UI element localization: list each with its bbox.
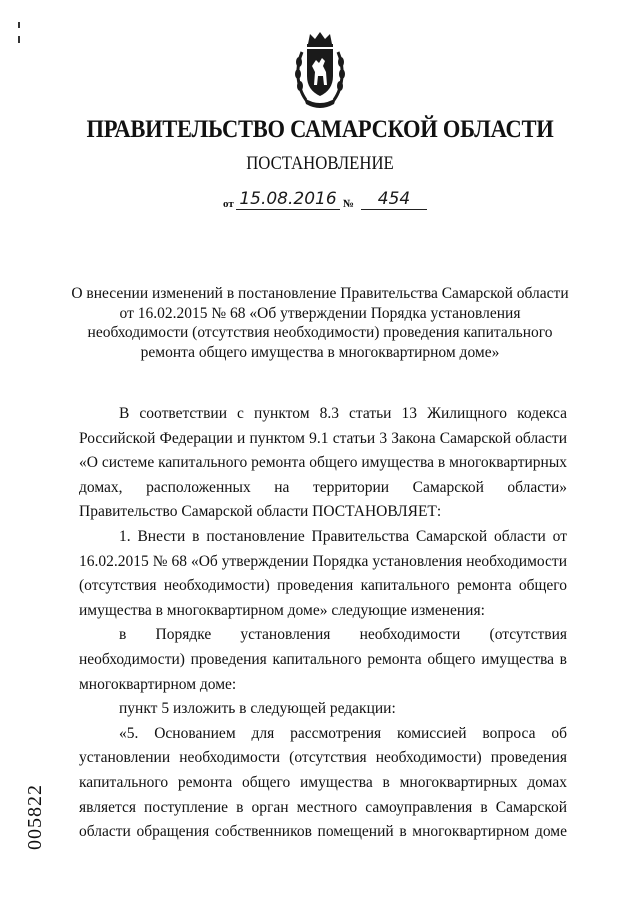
date-number-line [220, 189, 440, 213]
date-label: от [223, 198, 234, 210]
number-label: № [343, 198, 355, 210]
title-line: от 16.02.2015 № 68 «Об утверждении Порядка установления [119, 304, 521, 322]
body-paragraph: 1. Внести в постановление Правительства Самарской области от 16.02.2015 № 68 «Об утверждении Порядка установления необходимости (отсутствия необходимости) проведения капитального ремонта общего имущества в многоквартирном доме» следующие изменения: [79, 527, 567, 619]
body-paragraph: пункт 5 изложить в следующей редакции: [119, 700, 396, 718]
handwritten-number: 454 [361, 189, 427, 210]
handwritten-date: 15.08.2016 [236, 189, 340, 210]
document-type: ПОСТАНОВЛЕНИЕ [246, 153, 394, 174]
title-line: необходимости (отсутствия необходимости) проведения капитального [87, 324, 553, 341]
body-paragraph: В соответствии с пунктом 8.3 статьи 13 Жилищного кодекса Российской Федерации и пунктом 9.1 статьи 3 Закона Самарской области «О системе капитального ремонта общего имущества в многоквартирных домах, расположенных на территории Самарской области» Правительство Самарской области ПОСТАНОВЛЯЕТ: [79, 405, 568, 521]
organization-name: ПРАВИТЕЛЬСТВО САМАРСКОЙ ОБЛАСТИ [86, 116, 554, 143]
stamped-serial-number: 005822 [24, 784, 46, 850]
scan-mark [16, 22, 22, 44]
title-line: О внесении изменений в постановление Правительства Самарской области [71, 285, 569, 302]
title-line: ремонта общего имущества в многоквартирном доме» [140, 343, 500, 361]
samara-coat-of-arms-icon [292, 30, 348, 108]
document-body [79, 402, 567, 845]
body-paragraph: в Порядке установления необходимости (отсутствия необходимости) проведения капитального ремонта общего имущества в многоквартирном доме: [79, 626, 567, 693]
body-paragraph: «5. Основанием для рассмотрения комиссией вопроса об установлении необходимости (отсутствия необходимости) проведения капитального ремонта общего имущества в многоквартирных домах является поступление в орган местного самоуправления в Самарской области обращения собственников помещений в многоквартирном доме [79, 724, 567, 841]
resolution-title [40, 284, 600, 362]
